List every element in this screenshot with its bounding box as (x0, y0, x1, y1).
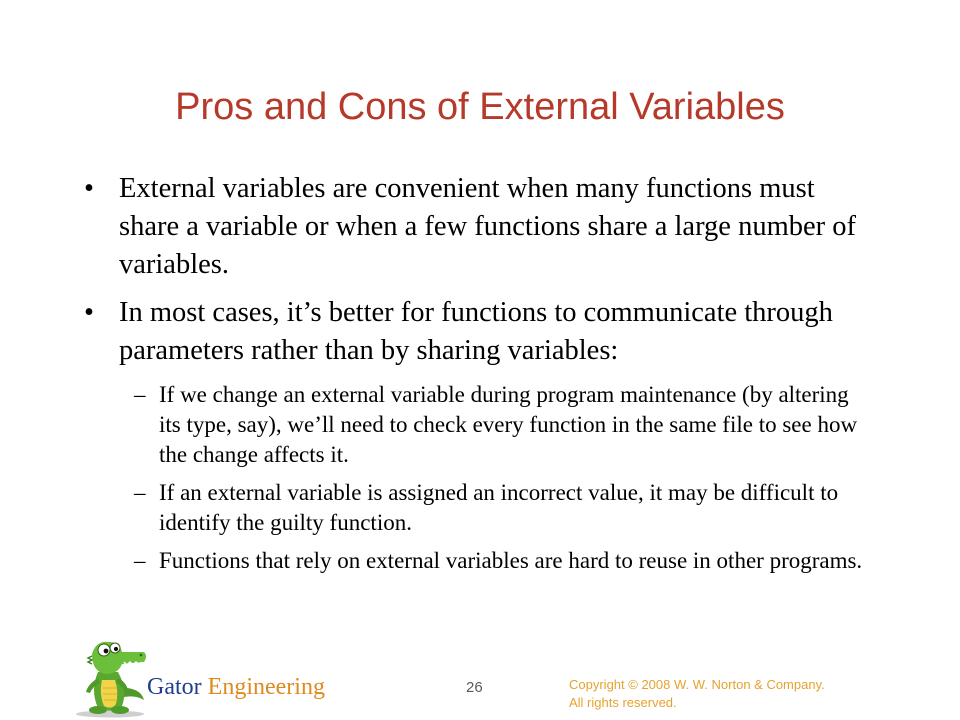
bullet-list (84, 170, 874, 584)
slide-title: Pros and Cons of External Variables (175, 86, 785, 128)
bullet-item (84, 294, 874, 370)
alligator-mascot-icon (68, 632, 150, 718)
sub-bullet-text: If an external variable is assigned an incorrect value, it may be difficult to identify the guilty function. (159, 480, 839, 535)
sub-bullet-item (134, 380, 874, 470)
bullet-text: In most cases, it’s better for functions to communicate through parameters rather than by sharing variables: (119, 297, 833, 366)
sub-bullet-item (134, 546, 874, 576)
bullet-text: External variables are convenient when many functions must share a variable or when a few functions share a large number of variables. (119, 173, 856, 280)
sub-bullet-list (134, 380, 874, 576)
bullet-item (84, 170, 874, 284)
brand-engineering: Engineering (207, 674, 325, 700)
brand-wordmark (147, 675, 325, 699)
sub-bullet-marker: – (134, 480, 146, 505)
copyright-notice (569, 676, 825, 712)
sub-bullet-text: Functions that rely on external variables are hard to reuse in other programs. (159, 548, 863, 573)
sub-bullet-marker: – (134, 382, 146, 407)
copyright-line: All rights reserved. (569, 695, 677, 710)
bullet-marker: • (84, 173, 94, 204)
page-number: 26 (466, 679, 483, 696)
sub-bullet-item (134, 478, 874, 538)
bullet-marker: • (84, 297, 94, 328)
sub-bullet-marker: – (134, 548, 146, 573)
copyright-line: Copyright © 2008 W. W. Norton & Company. (569, 677, 825, 692)
sub-bullet-text: If we change an external variable during program maintenance (by altering its type, say), we’ll need to check every function in the same file to see how the change affects it. (159, 382, 858, 467)
brand-gator: Gator (147, 674, 202, 700)
